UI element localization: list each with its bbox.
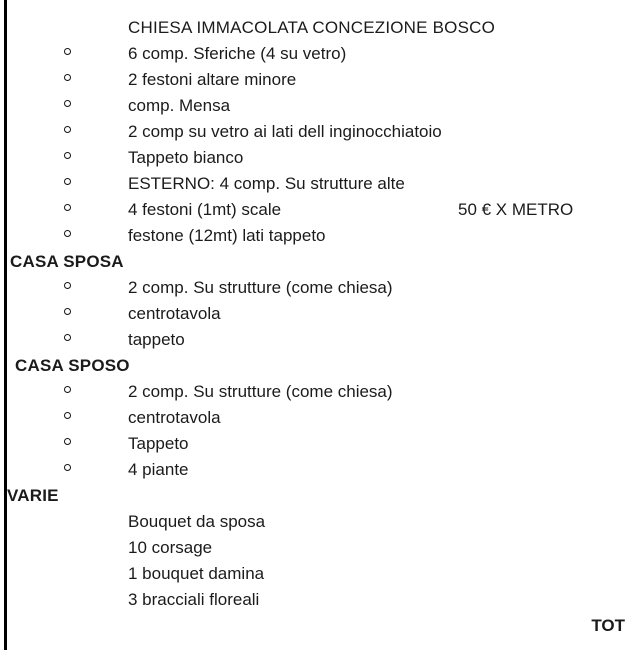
list-item — [0, 379, 639, 405]
bullet-icon — [64, 438, 71, 445]
list-item-plain: Bouquet da sposa — [128, 512, 266, 531]
item-text: 6 comp. Sferiche (4 su vetro) — [128, 44, 347, 63]
section-heading-varie: VARIE — [7, 486, 59, 505]
item-text: tappeto — [128, 330, 185, 349]
bullet-icon — [64, 412, 71, 419]
bullet-icon — [64, 204, 71, 211]
list-item — [0, 41, 639, 67]
item-text: 2 festoni altare minore — [128, 70, 297, 89]
list-item — [0, 301, 639, 327]
bullet-icon — [64, 48, 71, 55]
list-item — [0, 67, 639, 93]
bullet-icon — [64, 334, 71, 341]
item-text: Tappeto bianco — [128, 148, 244, 167]
list-item — [0, 119, 639, 145]
bullet-icon — [64, 152, 71, 159]
item-text: Tappeto — [128, 434, 189, 453]
list-item-plain: 1 bouquet damina — [128, 564, 265, 583]
list-item-plain: 10 corsage — [128, 538, 213, 557]
item-text: 4 festoni (1mt) scale — [128, 200, 282, 219]
list-item-plain: 3 bracciali floreali — [128, 590, 260, 609]
item-text: festone (12mt) lati tappeto — [128, 226, 326, 245]
bullet-icon — [64, 100, 71, 107]
item-text: 2 comp. Su strutture (come chiesa) — [128, 278, 393, 297]
bullet-icon — [64, 126, 71, 133]
list-item — [0, 405, 639, 431]
section-heading-casa-sposo: CASA SPOSO — [15, 356, 130, 375]
list-item — [0, 171, 639, 197]
price-note: 50 € X METRO — [458, 200, 574, 219]
bullet-icon — [64, 230, 71, 237]
list-item — [0, 93, 639, 119]
item-text: centrotavola — [128, 304, 221, 323]
section-title-chiesa: CHIESA IMMACOLATA CONCEZIONE BOSCO — [128, 18, 496, 37]
bullet-icon — [64, 308, 71, 315]
total-label: TOT — [591, 616, 625, 635]
list-item — [0, 145, 639, 171]
item-text: ESTERNO: 4 comp. Su strutture alte — [128, 174, 405, 193]
list-item-with-price — [0, 197, 639, 223]
bullet-icon — [64, 282, 71, 289]
list-item — [0, 431, 639, 457]
list-item — [0, 327, 639, 353]
list-item — [0, 223, 639, 249]
bullet-icon — [64, 386, 71, 393]
bullet-icon — [64, 74, 71, 81]
item-text: centrotavola — [128, 408, 221, 427]
item-text: 2 comp su vetro ai lati dell inginocchiatoio — [128, 122, 442, 141]
bullet-icon — [64, 178, 71, 185]
item-text: 4 piante — [128, 460, 189, 479]
item-text: 2 comp. Su strutture (come chiesa) — [128, 382, 393, 401]
bullet-icon — [64, 464, 71, 471]
item-text: comp. Mensa — [128, 96, 231, 115]
section-heading-casa-sposa: CASA SPOSA — [10, 252, 124, 271]
list-item — [0, 457, 639, 483]
list-item — [0, 275, 639, 301]
